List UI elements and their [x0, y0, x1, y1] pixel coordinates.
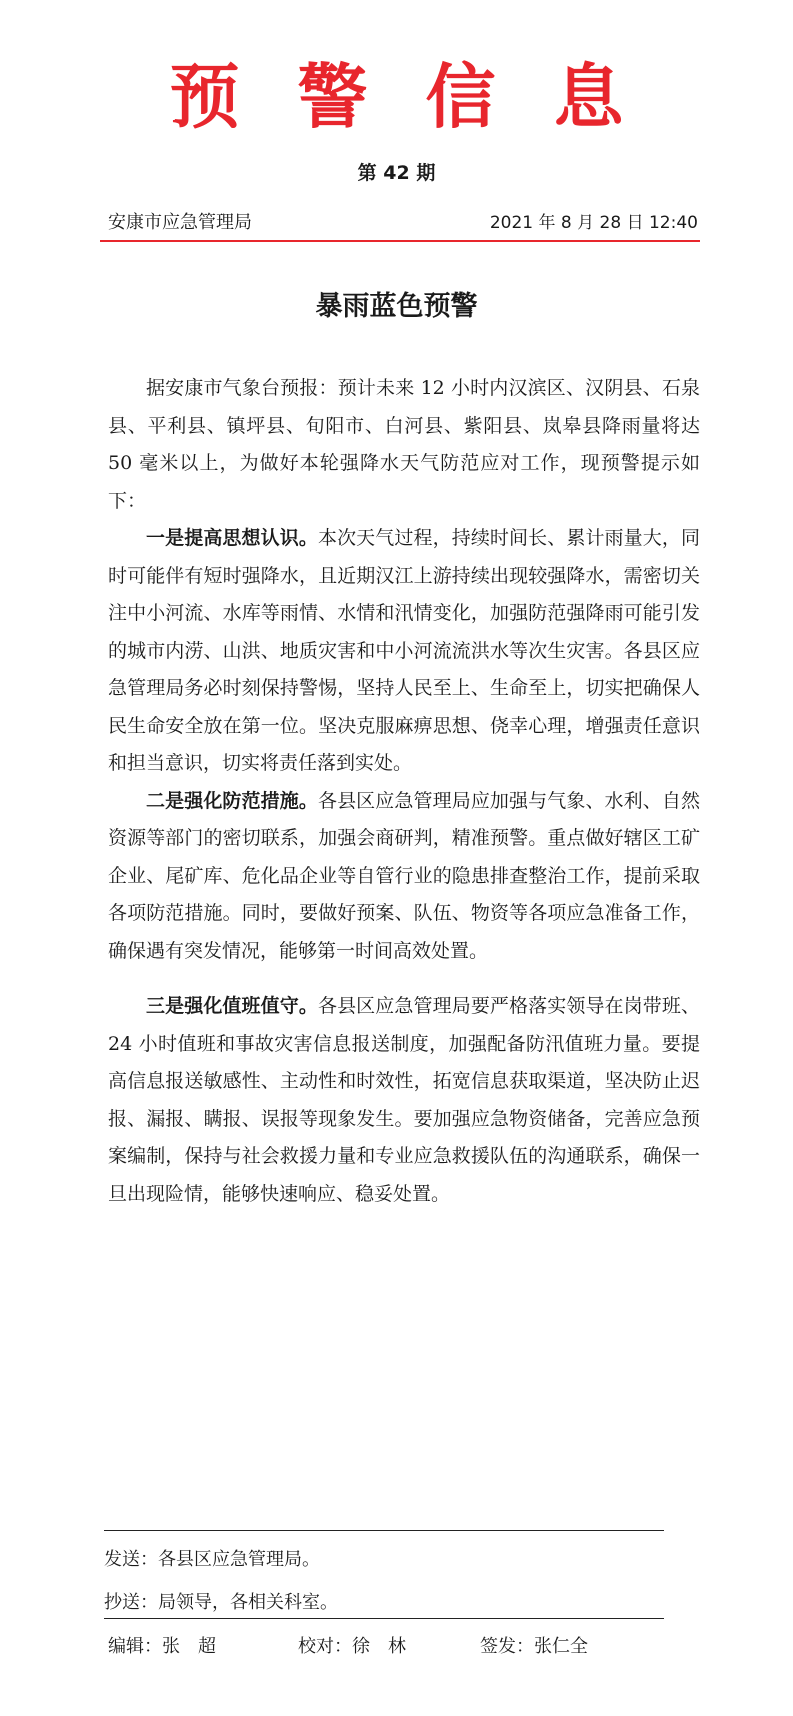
section-text-1: 本次天气过程，持续时间长、累计雨量大，同时可能伴有短时强降水，且近期汉江上游持续出现较强降水，需密切关注中小河流、水库等雨情、水情和汛情变化，加强防范强降雨可能引发的城市内涝、山洪、地质灾害和中小河流流洪水等次生灾害。各县区应急管理局务必时刻保持警惕，坚持人民至上、生命至上，切实把确保人民生命安全放在第一位。坚决克服麻痹思想、侥幸心理，增强责任意识和担当意识，切实将责任落到实处。	[108, 527, 700, 774]
section-text-3: 各县区应急管理局要严格落实领导在岗带班、24 小时值班和事故灾害信息报送制度，加强配备防汛值班力量。要提高信息报送敏感性、主动性和时效性，拓宽信息获取渠道，坚决防止迟报、漏报、瞒报、误报等现象发生。要加强应急物资储备，完善应急预案编制，保持与社会救援力量和专业应急救援队伍的沟通联系，确保一旦出现险情，能够快速响应、稳妥处置。	[108, 995, 700, 1205]
document-body	[108, 370, 700, 1213]
editor-name: 编辑：张 超	[108, 1636, 216, 1657]
section-lead-1: 一是提高思想认识。	[146, 527, 318, 549]
signature-row	[108, 1632, 668, 1660]
intro-paragraph: 据安康市气象台预报：预计未来 12 小时内汉滨区、汉阴县、石泉县、平利县、镇坪县、旬阳市、白河县、紫阳县、岚皋县降雨量将达 50 毫米以上，为做好本轮强降水天气防范应对工作，现预警提示如下：	[108, 377, 700, 512]
footer-divider-bottom	[104, 1618, 664, 1619]
section-paragraph-1	[108, 520, 700, 783]
document-title: 暴雨蓝色预警	[315, 291, 478, 322]
cc-line: 抄送：局领导，各相关科室。	[104, 1592, 338, 1613]
footer-divider-top	[104, 1530, 664, 1531]
issue-number: 第 42 期	[357, 162, 436, 184]
red-divider	[100, 240, 700, 242]
proofreader-name: 校对：徐 林	[298, 1636, 406, 1657]
masthead-title: 预警信息	[169, 55, 682, 138]
section-paragraph-3	[108, 988, 700, 1213]
send-line: 发送：各县区应急管理局。	[104, 1549, 320, 1570]
section-text-2: 各县区应急管理局应加强与气象、水利、自然资源等部门的密切联系，加强会商研判，精准预警。重点做好辖区工矿企业、尾矿库、危化品企业等自管行业的隐患排查整治工作，提前采取各项防范措施。同时，要做好预案、队伍、物资等各项应急准备工作，确保遇有突发情况，能够第一时间高效处置。	[108, 789, 700, 962]
issuer-signature: 签发：张仁全	[480, 1636, 588, 1657]
issue-datetime: 2021 年 8 月 28 日 12:40	[489, 213, 698, 233]
issuer-date-row	[108, 208, 698, 236]
issuer-name: 安康市应急管理局	[108, 212, 252, 233]
section-lead-3: 三是强化值班值守。	[146, 995, 318, 1017]
section-lead-2: 二是强化防范措施。	[146, 789, 318, 812]
section-paragraph-2	[108, 783, 700, 971]
